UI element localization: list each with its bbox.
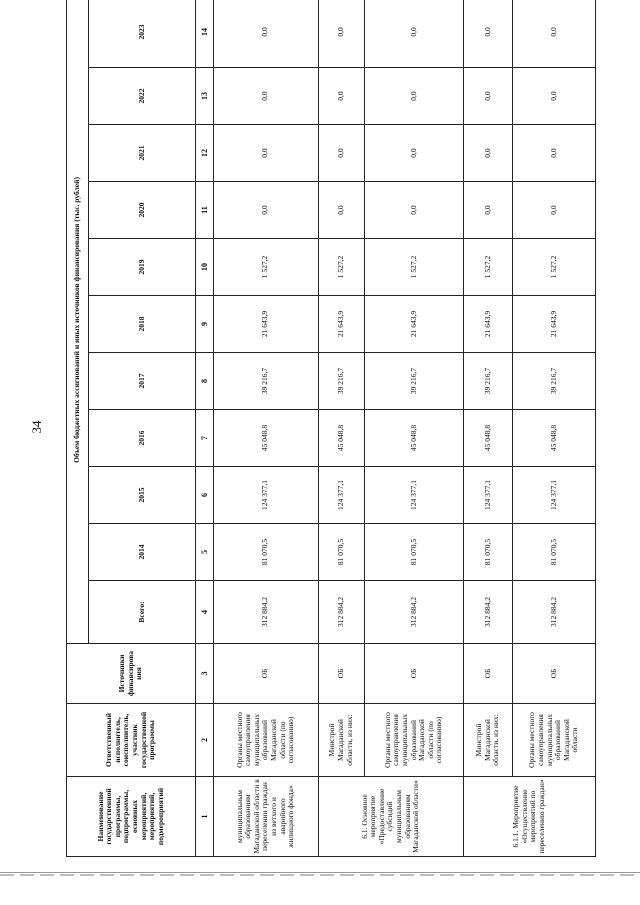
year-value-cell: 21 643,9 bbox=[463, 296, 513, 353]
year-value-cell: 124 377,1 bbox=[513, 467, 596, 524]
column-number-row bbox=[196, 0, 214, 857]
total-cell: 312 884,2 bbox=[214, 581, 319, 644]
year-value-cell: 1 527,2 bbox=[364, 239, 463, 296]
total-cell: 312 884,2 bbox=[364, 581, 463, 644]
year-value-cell: 0,0 bbox=[463, 68, 513, 125]
year-value-cell: 1 527,2 bbox=[463, 239, 513, 296]
table-row bbox=[318, 0, 364, 857]
year-value-cell: 0,0 bbox=[214, 0, 319, 68]
year-value-cell: 39 216,7 bbox=[513, 353, 596, 410]
financing-table bbox=[66, 0, 596, 857]
executor-cell: Органы местного самоуправления муниципальных образований Магаданской области bbox=[513, 704, 596, 777]
col-number: 9 bbox=[196, 296, 214, 353]
header-year: 2022 bbox=[89, 68, 196, 125]
year-value-cell: 45 048,8 bbox=[214, 410, 319, 467]
source-cell: ОБ bbox=[364, 644, 463, 704]
col-number: 7 bbox=[196, 410, 214, 467]
header-year: 2023 bbox=[89, 0, 196, 68]
year-value-cell: 1 527,2 bbox=[513, 239, 596, 296]
source-cell: ОБ bbox=[463, 644, 513, 704]
source-cell: ОБ bbox=[214, 644, 319, 704]
year-value-cell: 124 377,1 bbox=[318, 467, 364, 524]
year-value-cell: 39 216,7 bbox=[463, 353, 513, 410]
year-value-cell: 0,0 bbox=[463, 182, 513, 239]
col-number: 13 bbox=[196, 68, 214, 125]
year-value-cell: 124 377,1 bbox=[214, 467, 319, 524]
col-number: 12 bbox=[196, 125, 214, 182]
table-row bbox=[214, 0, 319, 857]
executor-cell: Органы местного самоуправления муниципальных образований Магаданской области (по согласованию) bbox=[214, 704, 319, 777]
year-value-cell: 0,0 bbox=[364, 68, 463, 125]
year-value-cell: 81 070,5 bbox=[364, 524, 463, 581]
year-value-cell: 0,0 bbox=[513, 0, 596, 68]
year-value-cell: 0,0 bbox=[513, 182, 596, 239]
year-value-cell: 0,0 bbox=[214, 68, 319, 125]
executor-cell: Органы местного самоуправления муниципальных образований Магаданской области (по согласованию) bbox=[364, 704, 463, 777]
table-row bbox=[463, 0, 513, 857]
year-value-cell: 0,0 bbox=[364, 182, 463, 239]
year-value-cell: 1 527,2 bbox=[318, 239, 364, 296]
year-value-cell: 124 377,1 bbox=[463, 467, 513, 524]
bottom-dashed-rule bbox=[0, 874, 640, 876]
header-year: 2019 bbox=[89, 239, 196, 296]
header-name: Наименование государственной программы, подпрограммы, основных мероприятий, мероприятий, подмероприятий bbox=[67, 777, 196, 857]
executor-cell: Минстрой Магаданской области, из них: bbox=[463, 704, 513, 777]
year-value-cell: 81 070,5 bbox=[318, 524, 364, 581]
program-name-cell: 6.1. Основное мероприятие «Предоставление субсидий муниципальным образованиям Магаданской области» bbox=[318, 777, 463, 857]
rotated-page bbox=[29, 0, 609, 857]
col-number: 11 bbox=[196, 182, 214, 239]
year-value-cell: 45 048,8 bbox=[318, 410, 364, 467]
header-year: 2016 bbox=[89, 410, 196, 467]
year-value-cell: 39 216,7 bbox=[364, 353, 463, 410]
year-value-cell: 0,0 bbox=[318, 182, 364, 239]
header-year: 2021 bbox=[89, 125, 196, 182]
year-value-cell: 81 070,5 bbox=[214, 524, 319, 581]
year-value-cell: 0,0 bbox=[214, 125, 319, 182]
year-value-cell: 81 070,5 bbox=[513, 524, 596, 581]
col-number: 3 bbox=[196, 644, 214, 704]
total-cell: 312 884,2 bbox=[513, 581, 596, 644]
table-row bbox=[513, 0, 596, 857]
total-cell: 312 884,2 bbox=[463, 581, 513, 644]
year-value-cell: 0,0 bbox=[318, 68, 364, 125]
year-value-cell: 0,0 bbox=[364, 0, 463, 68]
program-name-cell: 6.1.1. Мероприятие «Осуществление мероприятий по переселению граждан» bbox=[463, 777, 595, 857]
page-number: 34 bbox=[29, 420, 44, 434]
year-value-cell: 124 377,1 bbox=[364, 467, 463, 524]
executor-cell: Минстрой Магаданской области, из них: bbox=[318, 704, 364, 777]
year-value-cell: 1 527,2 bbox=[214, 239, 319, 296]
year-value-cell: 21 643,9 bbox=[318, 296, 364, 353]
year-value-cell: 45 048,8 bbox=[513, 410, 596, 467]
col-number: 14 bbox=[196, 0, 214, 68]
header-year: 2017 bbox=[89, 353, 196, 410]
year-value-cell: 0,0 bbox=[463, 125, 513, 182]
year-value-cell: 21 643,9 bbox=[513, 296, 596, 353]
header-group: Объем бюджетных ассигнований и иных источников финансирования (тыс. рублей) bbox=[67, 0, 89, 644]
year-value-cell: 21 643,9 bbox=[364, 296, 463, 353]
header-year: 2015 bbox=[89, 467, 196, 524]
year-value-cell: 39 216,7 bbox=[318, 353, 364, 410]
total-cell: 312 884,2 bbox=[318, 581, 364, 644]
program-name-cell: муниципальным образованиям Магаданской области в переселении граждан из ветхого и аварийного жилищного фонда» bbox=[214, 777, 319, 857]
source-cell: ОБ bbox=[513, 644, 596, 704]
header-year: 2020 bbox=[89, 182, 196, 239]
year-value-cell: 0,0 bbox=[318, 0, 364, 68]
year-value-cell: 0,0 bbox=[513, 68, 596, 125]
col-number: 2 bbox=[196, 704, 214, 777]
table-row bbox=[364, 0, 463, 857]
year-value-cell: 0,0 bbox=[318, 125, 364, 182]
header-executor: Ответственный исполнитель, соисполнитель, участник государственной программы bbox=[67, 704, 196, 777]
year-value-cell: 0,0 bbox=[214, 182, 319, 239]
col-number: 10 bbox=[196, 239, 214, 296]
header-source: Источники финансирова ния bbox=[67, 644, 196, 704]
col-number: 8 bbox=[196, 353, 214, 410]
year-value-cell: 21 643,9 bbox=[214, 296, 319, 353]
header-year: 2014 bbox=[89, 524, 196, 581]
header-total: Всего: bbox=[89, 581, 196, 644]
year-value-cell: 0,0 bbox=[463, 0, 513, 68]
year-value-cell: 45 048,8 bbox=[463, 410, 513, 467]
col-number: 6 bbox=[196, 467, 214, 524]
col-number: 4 bbox=[196, 581, 214, 644]
header-year: 2018 bbox=[89, 296, 196, 353]
year-value-cell: 0,0 bbox=[364, 125, 463, 182]
year-value-cell: 0,0 bbox=[513, 125, 596, 182]
year-value-cell: 81 070,5 bbox=[463, 524, 513, 581]
col-number: 5 bbox=[196, 524, 214, 581]
col-number: 1 bbox=[196, 777, 214, 857]
header-row-1 bbox=[67, 0, 89, 857]
source-cell: ОБ bbox=[318, 644, 364, 704]
year-value-cell: 45 048,8 bbox=[364, 410, 463, 467]
bottom-rule bbox=[0, 872, 640, 873]
year-value-cell: 39 216,7 bbox=[214, 353, 319, 410]
